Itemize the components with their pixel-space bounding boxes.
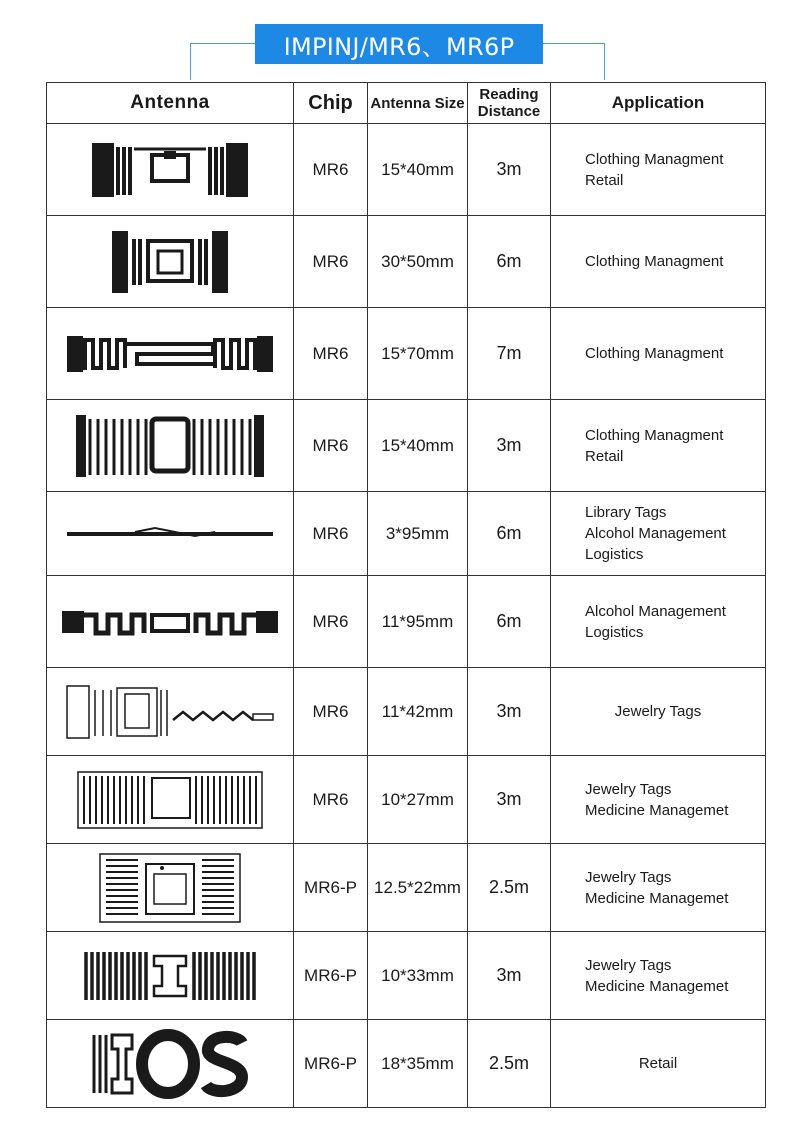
antenna-image [47,756,294,844]
size-cell: 18*35mm [368,1020,468,1108]
antenna-image [47,400,294,492]
antenna-image [47,576,294,668]
application-line: Retail [585,171,624,189]
antenna-icon [92,1029,248,1099]
application-line: Clothing Managment [585,426,724,444]
application-line: Jewelry Tags [585,868,672,886]
size-cell: 12.5*22mm [368,844,468,932]
distance-cell: 3m [468,932,551,1020]
antenna-image [47,492,294,576]
table-row [47,756,766,844]
title-banner: IMPINJ/MR6、MR6P [255,24,543,64]
application-cell [551,492,766,576]
distance-cell: 3m [468,400,551,492]
application-cell [551,308,766,400]
antenna-image [47,844,294,932]
size-cell: 10*27mm [368,756,468,844]
header-antenna: Antenna [47,83,294,124]
application-cell [551,756,766,844]
antenna-icon [65,526,275,542]
chip-cell: MR6 [294,576,368,668]
application-line: Library Tags [585,504,667,521]
size-cell: 3*95mm [368,492,468,576]
application-line: Medicine Managemet [585,977,729,995]
application-line: Jewelry Tags [585,780,672,798]
distance-cell: 2.5m [468,1020,551,1108]
application-line: Alcohol Management [585,525,726,542]
header-chip: Chip [294,83,368,124]
application-line: Logistics [585,546,644,563]
distance-cell: 6m [468,216,551,308]
table-row [47,216,766,308]
chip-cell: MR6 [294,668,368,756]
distance-cell: 3m [468,124,551,216]
application-cell [551,668,766,756]
header-reading-distance: Reading Distance [468,83,551,124]
antenna-icon [98,850,242,926]
application-line: Retail [638,1055,678,1072]
chip-cell: MR6-P [294,1020,368,1108]
chip-cell: MR6 [294,400,368,492]
size-cell: 30*50mm [368,216,468,308]
antenna-icon [110,227,230,297]
chip-cell: MR6 [294,308,368,400]
antenna-image [47,1020,294,1108]
chip-cell: MR6-P [294,932,368,1020]
antenna-icon [60,607,280,637]
chip-cell: MR6 [294,124,368,216]
antenna-icon [82,946,258,1006]
header-application: Application [551,83,766,124]
header-antenna-size: Antenna Size [368,83,468,124]
antenna-icon [65,332,275,376]
distance-cell: 3m [468,756,551,844]
application-cell [551,216,766,308]
table-row [47,1020,766,1108]
application-cell [551,932,766,1020]
application-cell [551,124,766,216]
table-row [47,576,766,668]
antenna-image [47,668,294,756]
table-row [47,668,766,756]
application-line: Medicine Managemet [585,801,729,819]
antenna-image [47,124,294,216]
antenna-icon [63,682,277,742]
table-row [47,124,766,216]
application-cell [551,576,766,668]
title-bracket-right [543,43,605,80]
antenna-image [47,216,294,308]
table-row [47,932,766,1020]
size-cell: 11*95mm [368,576,468,668]
application-line: Medicine Managemet [585,889,729,907]
chip-cell: MR6 [294,756,368,844]
table-row [47,308,766,400]
distance-cell: 6m [468,492,551,576]
size-cell: 11*42mm [368,668,468,756]
application-cell [551,1020,766,1108]
chip-cell: MR6-P [294,844,368,932]
application-line: Alcohol Management [585,602,726,620]
size-cell: 15*40mm [368,400,468,492]
application-cell [551,844,766,932]
application-line: Jewelry Tags [585,956,672,974]
table-row [47,400,766,492]
size-cell: 10*33mm [368,932,468,1020]
antenna-icon [74,411,266,481]
application-line: Clothing Managment [585,253,724,270]
size-cell: 15*40mm [368,124,468,216]
antenna-icon [90,139,250,201]
distance-cell: 6m [468,576,551,668]
distance-cell: 3m [468,668,551,756]
chip-cell: MR6 [294,492,368,576]
antenna-icon [76,768,264,832]
table-row [47,492,766,576]
antenna-spec-table [46,82,766,1108]
distance-cell: 2.5m [468,844,551,932]
size-cell: 15*70mm [368,308,468,400]
antenna-image [47,932,294,1020]
application-line: Jewelry Tags [614,703,702,720]
table-row [47,844,766,932]
table-header-row [47,83,766,124]
antenna-image [47,308,294,400]
application-line: Clothing Managment [585,345,724,362]
distance-cell: 7m [468,308,551,400]
chip-cell: MR6 [294,216,368,308]
application-line: Clothing Managment [585,150,724,168]
application-line: Logistics [585,623,644,641]
title-bracket-left [190,43,256,80]
application-line: Retail [585,447,624,465]
application-cell [551,400,766,492]
